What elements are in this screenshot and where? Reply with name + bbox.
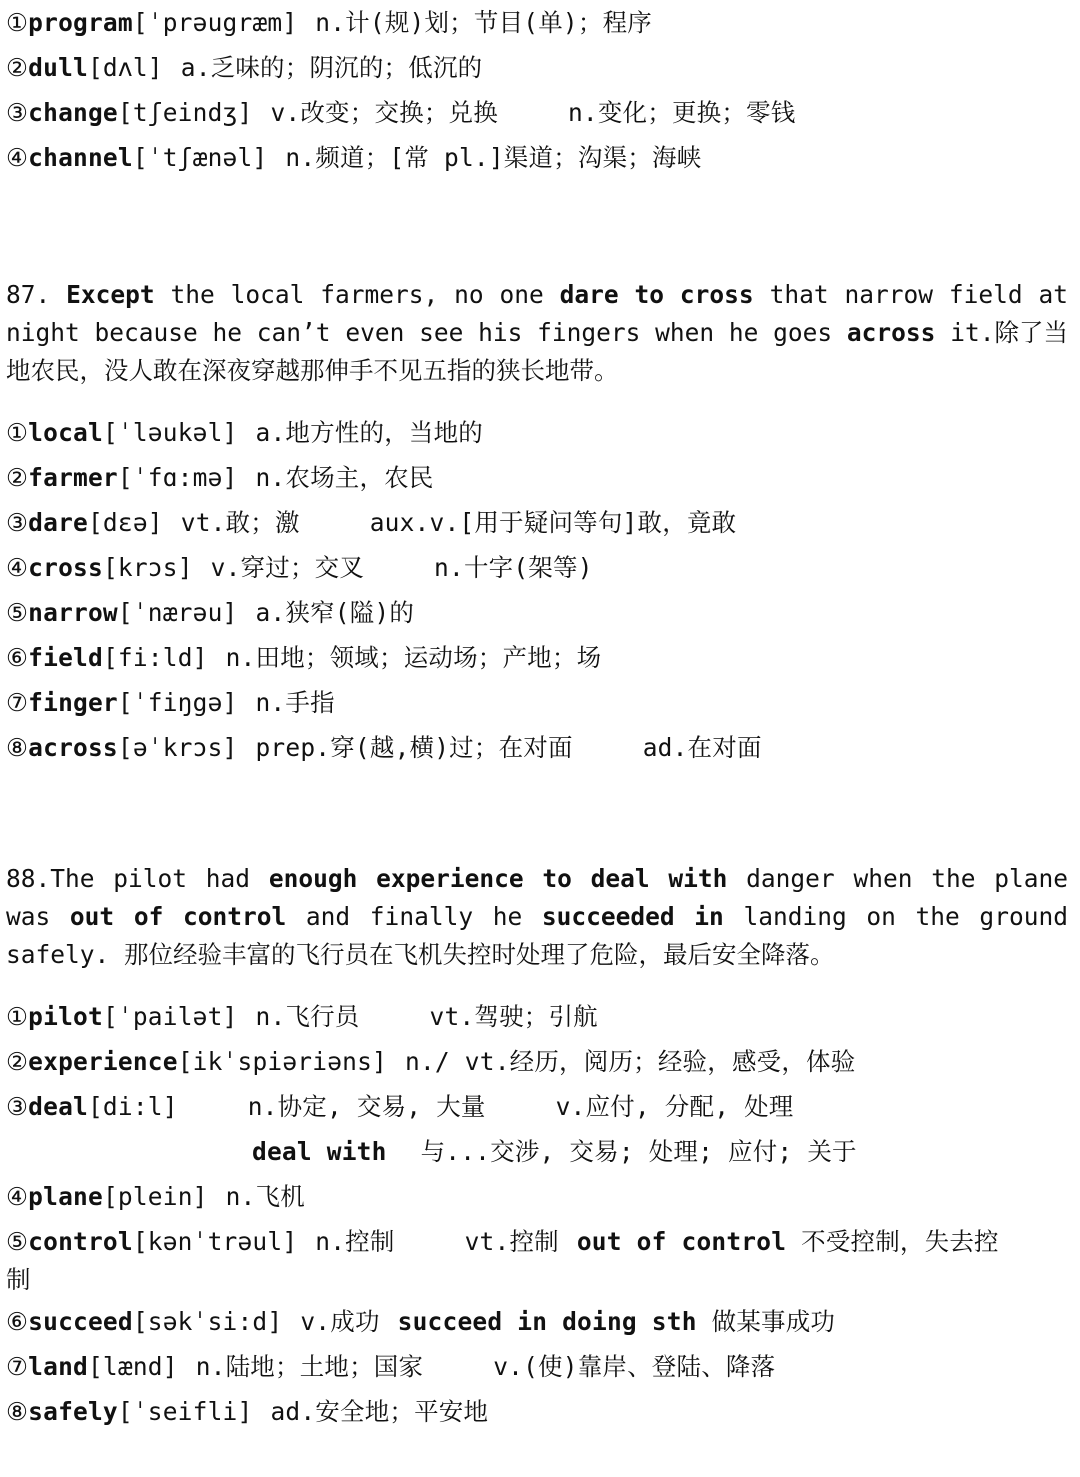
vocab-meaning: n.协定, 交易, 大量 — [247, 1092, 486, 1121]
vocab-meaning-2: vt.控制 — [464, 1227, 559, 1256]
vocab-entry: ②experience[ikˈspiəriəns] n./ vt.经历，阅历；经验，感受，体验 — [6, 1047, 856, 1076]
vocab-entry: ④plane[plein] n.飞机 — [6, 1182, 305, 1211]
vocab-meaning: n.飞机 — [225, 1182, 305, 1211]
vocab-ipa: [ˈfiŋgə] — [117, 688, 238, 717]
vocab-entry: ⑥field[fi:ld] n.田地；领域；运动场；产地；场 — [6, 643, 602, 672]
vocab-ipa: [ˈseifli] — [117, 1397, 253, 1426]
vocab-word: pilot — [28, 1002, 103, 1031]
vocab-meaning: n.飞行员 — [255, 1002, 360, 1031]
phrase-meaning: 不受控制，失去控 — [801, 1227, 999, 1256]
vocab-entry: ①program[ˈprəugræm] n.计(规)划；节目(单)；程序 — [6, 8, 652, 37]
vocab-ipa: [kənˈtrəul] — [132, 1227, 298, 1256]
vocab-entry: ②dull[dʌl] a.乏味的；阴沉的；低沉的 — [6, 53, 483, 82]
vocab-entry: ③change[tʃeindʒ] v.改变；交换；兑换 n.变化；更换；零钱 — [6, 98, 796, 127]
vocab-meaning-2: vt.驾驶；引航 — [429, 1002, 598, 1031]
vocab-meaning-2: ad.在对面 — [642, 733, 762, 762]
vocab-ipa: [ˈprəugræm] — [132, 8, 298, 37]
vocab-list-88 — [6, 994, 1068, 1434]
vocab-meaning: n.陆地；土地；国家 — [195, 1352, 424, 1381]
phrase: out of control — [576, 1227, 787, 1256]
vocab-ipa: [dʌl] — [87, 53, 163, 82]
phrase-meaning: 与...交涉, 交易; 处理; 应付; 关于 — [420, 1137, 857, 1166]
vocab-word: across — [28, 733, 118, 762]
vocab-word: deal — [28, 1092, 88, 1121]
vocab-entry: ②farmer[ˈfɑ:mə] n.农场主，农民 — [6, 463, 434, 492]
vocab-word: local — [28, 418, 103, 447]
vocab-meaning-2: v.(使)靠岸、登陆、降落 — [493, 1352, 776, 1381]
vocab-meaning: prep.穿(越,横)过；在对面 — [255, 733, 573, 762]
vocab-word: dare — [28, 508, 88, 537]
vocab-meaning: n.控制 — [315, 1227, 395, 1256]
vocab-meaning: n.计(规)划；节目(单)；程序 — [315, 8, 652, 37]
vocab-word: program — [28, 8, 133, 37]
vocab-word: land — [28, 1352, 88, 1381]
vocab-entry: ③deal[di:l] n.协定, 交易, 大量 v.应付, 分配, 处理 — [6, 1092, 794, 1121]
vocab-meaning: v.成功 — [300, 1307, 380, 1336]
vocab-entry: ⑦land[lænd] n.陆地；土地；国家 v.(使)靠岸、登陆、降落 — [6, 1352, 776, 1381]
vocab-ipa: [ikˈspiəriəns] — [177, 1047, 387, 1076]
vocab-meaning-2: n.十字(架等) — [434, 553, 593, 582]
phrase-meaning: 做某事成功 — [711, 1307, 836, 1336]
vocab-entry: ③dare[dɛə] vt.敢；激 aux.v.[用于疑问等句]敢，竟敢 — [6, 508, 737, 537]
vocab-meaning: a.地方性的，当地的 — [255, 418, 483, 447]
vocab-meaning: a.狭窄(隘)的 — [255, 598, 415, 627]
vocab-word: succeed — [28, 1307, 133, 1336]
vocab-word: finger — [28, 688, 118, 717]
vocab-word: field — [28, 643, 103, 672]
sentence-translation: 除了当地农民，没人敢在深夜穿越那伸手不见五指的狭长地带。 — [6, 318, 1068, 385]
vocab-meaning: n.频道；[常 pl.]渠道；沟渠；海峡 — [285, 143, 702, 172]
vocab-word: farmer — [28, 463, 118, 492]
vocab-ipa: [ˈləukəl] — [102, 418, 238, 447]
vocab-meaning-2: v.应付, 分配, 处理 — [555, 1092, 794, 1121]
wrapped-text: 制 — [6, 1265, 31, 1294]
vocab-ipa: [dɛə] — [87, 508, 163, 537]
vocab-meaning: n.手指 — [255, 688, 335, 717]
vocab-entry: ④cross[krɔs] v.穿过；交叉 n.十字(架等) — [6, 553, 593, 582]
vocab-word: control — [28, 1227, 133, 1256]
vocab-word: narrow — [28, 598, 118, 627]
sentence-translation: 那位经验丰富的飞行员在飞机失控时处理了危险，最后安全降落。 — [124, 940, 835, 969]
vocab-meaning-2: n.变化；更换；零钱 — [567, 98, 796, 127]
vocab-entry: ⑤control[kənˈtrəul] n.控制 vt.控制 out of control 不受控制，失去控 制 — [6, 1227, 999, 1294]
vocab-ipa: [krɔs] — [102, 553, 193, 582]
vocab-word: safely — [28, 1397, 118, 1426]
vocab-meaning: n.农场主，农民 — [255, 463, 434, 492]
vocab-ipa: [tʃeindʒ] — [117, 98, 253, 127]
vocab-ipa: [əˈkrɔs] — [117, 733, 238, 762]
vocab-list-87 — [6, 410, 1068, 770]
phrase: deal with — [252, 1137, 387, 1166]
vocab-word: change — [28, 98, 118, 127]
vocab-ipa: [plein] — [102, 1182, 208, 1211]
vocab-entry: ①pilot[ˈpailət] n.飞行员 vt.驾驶；引航 — [6, 1002, 598, 1031]
vocab-ipa: [ˈtʃænəl] — [132, 143, 268, 172]
vocab-ipa: [ˈpailət] — [102, 1002, 238, 1031]
vocab-entry: ⑥succeed[səkˈsi:d] v.成功 succeed in doing sth 做某事成功 — [6, 1307, 836, 1336]
sentence-88: 88.The pilot had enough experience to deal with danger when the plane was out of control and finally he succeeded in landing on the ground safely. 那位经验丰富的飞行员在飞机失控时处理了危险，最后安全降落。 — [6, 864, 1068, 969]
vocab-meaning: a.乏味的；阴沉的；低沉的 — [180, 53, 483, 82]
vocab-meaning-2: aux.v.[用于疑问等句]敢，竟敢 — [369, 508, 737, 537]
vocab-meaning: v.穿过；交叉 — [210, 553, 365, 582]
vocab-entry: ①local[ˈləukəl] a.地方性的，当地的 — [6, 418, 483, 447]
vocab-ipa: [ˈfɑ:mə] — [117, 463, 238, 492]
vocab-entry: ④channel[ˈtʃænəl] n.频道；[常 pl.]渠道；沟渠；海峡 — [6, 143, 702, 172]
phrase: succeed in doing sth — [397, 1307, 697, 1336]
vocab-meaning: ad.安全地；平安地 — [270, 1397, 489, 1426]
vocab-ipa: [ˈnærəu] — [117, 598, 238, 627]
vocab-word: plane — [28, 1182, 103, 1211]
sentence-87: 87. Except the local farmers, no one dare to cross that narrow field at night because he can’t even see his fingers when he goes across it.除了当地农民，没人敢在深夜穿越那伸手不见五指的狭长地带。 — [6, 280, 1068, 385]
vocab-entry: ⑤narrow[ˈnærəu] a.狭窄(隘)的 — [6, 598, 415, 627]
vocab-meaning: v.改变；交换；兑换 — [270, 98, 498, 127]
vocab-subentry-deal-with — [6, 1129, 1068, 1174]
vocab-word: dull — [28, 53, 88, 82]
vocab-entry: ⑧safely[ˈseifli] ad.安全地；平安地 — [6, 1397, 489, 1426]
vocab-word: cross — [28, 553, 103, 582]
vocab-entry: ⑦finger[ˈfiŋgə] n.手指 — [6, 688, 335, 717]
vocab-word: channel — [28, 143, 133, 172]
vocab-ipa: [səkˈsi:d] — [132, 1307, 283, 1336]
top-vocab-list — [6, 0, 1068, 180]
vocab-meaning: n.田地；领域；运动场；产地；场 — [225, 643, 602, 672]
vocab-meaning: n./ vt.经历，阅历；经验，感受，体验 — [405, 1047, 856, 1076]
vocab-meaning: vt.敢；激 — [180, 508, 300, 537]
vocab-ipa: [fi:ld] — [102, 643, 208, 672]
vocab-ipa: [lænd] — [87, 1352, 178, 1381]
vocab-entry: ⑧across[əˈkrɔs] prep.穿(越,横)过；在对面 ad.在对面 — [6, 733, 762, 762]
vocab-word: experience — [28, 1047, 178, 1076]
vocab-ipa: [di:l] — [87, 1092, 178, 1121]
